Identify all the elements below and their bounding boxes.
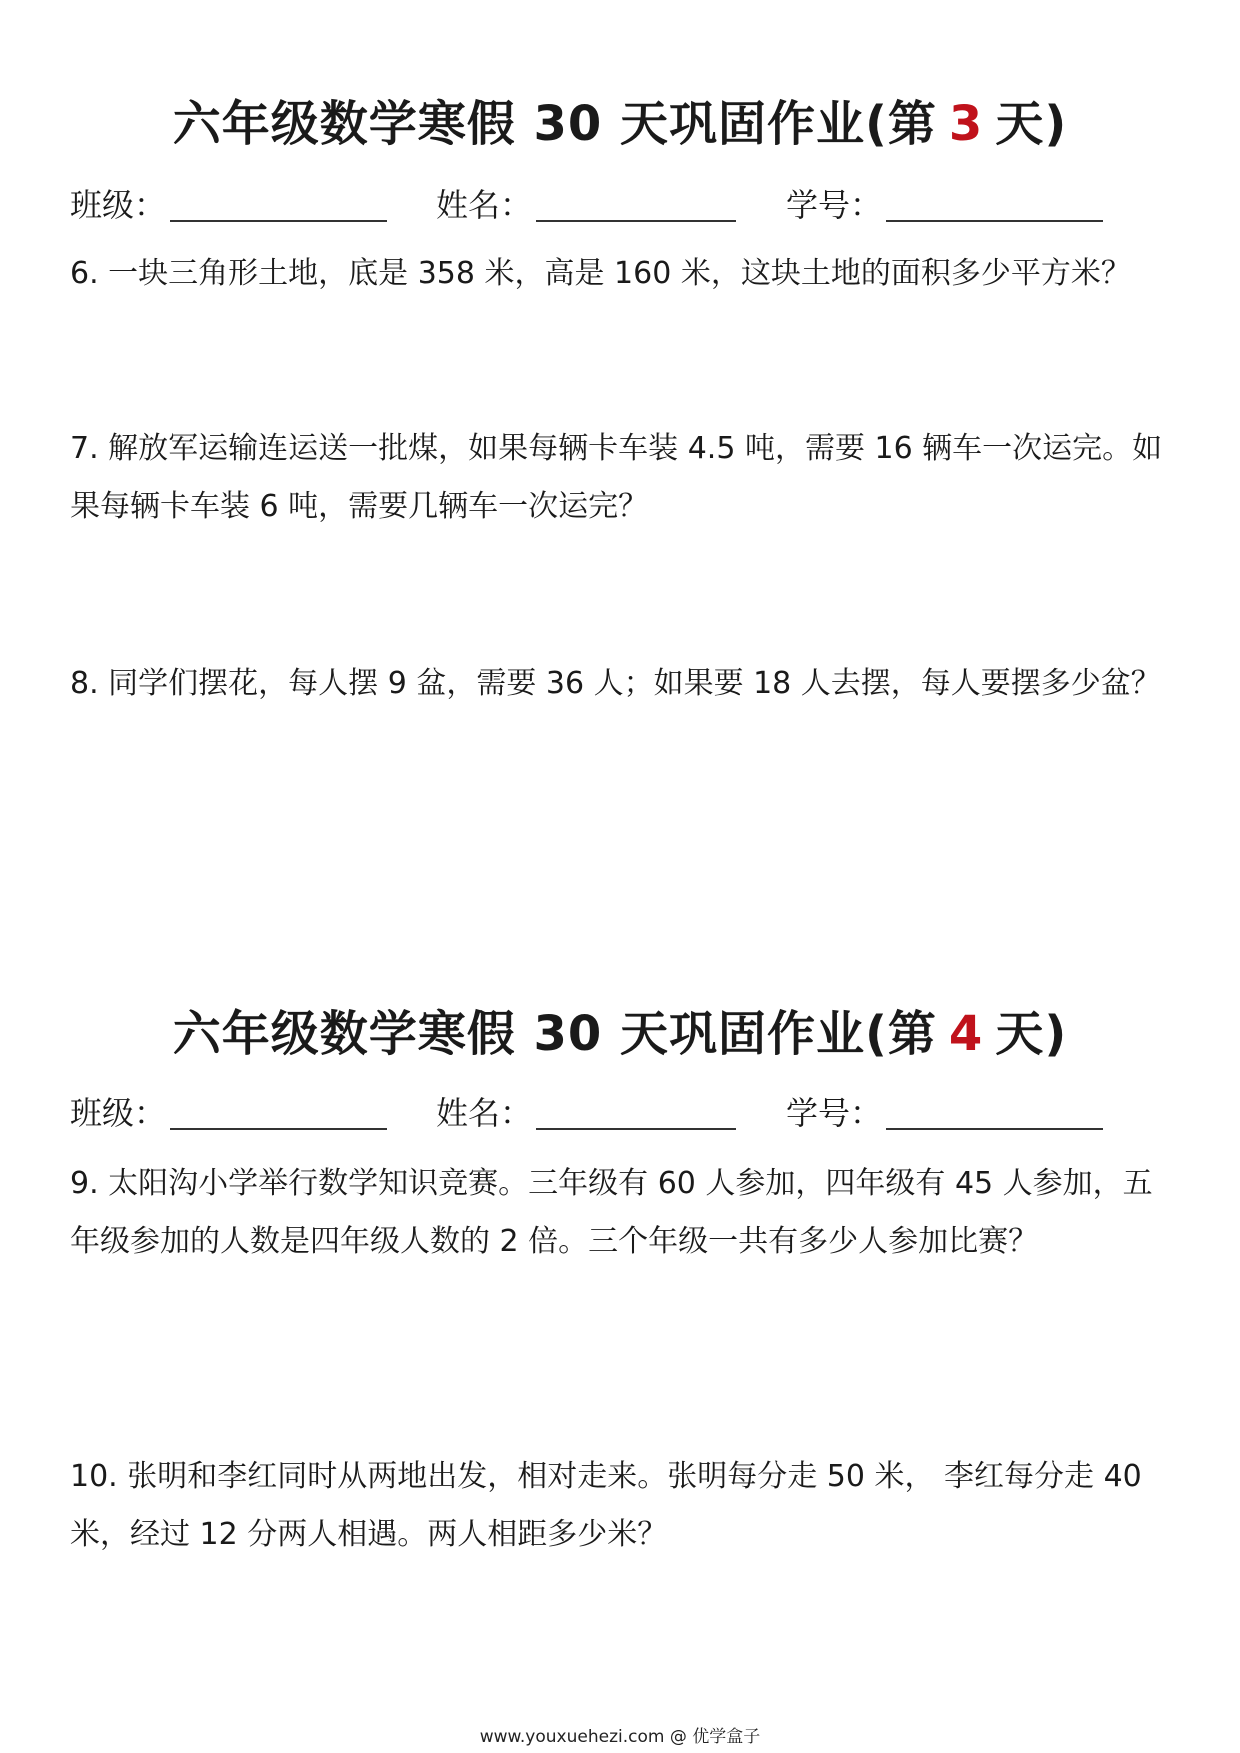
student-info-row	[70, 180, 1170, 230]
title-suffix: 天)	[995, 96, 1068, 152]
question-9: 9. 太阳沟小学举行数学知识竞赛。三年级有 60 人参加，四年级有 45 人参加，五年级参加的人数是四年级人数的 2 倍。三个年级一共有多少人参加比赛？	[70, 1166, 1153, 1259]
day-number: 4	[948, 1006, 984, 1062]
class-blank-line[interactable]	[170, 1128, 387, 1130]
class-label: 班级：	[70, 1094, 167, 1132]
class-label: 班级：	[70, 186, 167, 224]
number-blank-line[interactable]	[886, 220, 1103, 222]
number-label: 学号：	[786, 1094, 883, 1132]
section-title-day-4	[0, 995, 1240, 1064]
class-blank-line[interactable]	[170, 220, 387, 222]
student-info-row	[70, 1088, 1170, 1138]
footer-watermark: www.youxuehezi.com @ 优学盒子	[479, 1727, 761, 1747]
title-prefix: 六年级数学寒假 30 天巩固作业(第	[172, 1006, 937, 1062]
title-prefix: 六年级数学寒假 30 天巩固作业(第	[172, 96, 937, 152]
question-7: 7. 解放军运输连运送一批煤，如果每辆卡车装 4.5 吨，需要 16 辆车一次运完。如果每辆卡车装 6 吨，需要几辆车一次运完？	[70, 431, 1163, 524]
name-blank-line[interactable]	[536, 220, 736, 222]
title-suffix: 天)	[995, 1006, 1068, 1062]
question-10: 10. 张明和李红同时从两地出发，相对走来。张明每分走 50 米， 李红每分走 40 米，经过 12 分两人相遇。两人相距多少米？	[70, 1459, 1142, 1552]
question-6: 6. 一块三角形土地，底是 358 米，高是 160 米，这块土地的面积多少平方米？	[70, 256, 1131, 291]
name-label: 姓名：	[436, 1094, 533, 1132]
day-number: 3	[948, 96, 984, 152]
number-blank-line[interactable]	[886, 1128, 1103, 1130]
name-label: 姓名：	[436, 186, 533, 224]
number-label: 学号：	[786, 186, 883, 224]
section-title-day-3	[0, 85, 1240, 154]
question-8: 8. 同学们摆花，每人摆 9 盆，需要 36 人；如果要 18 人去摆，每人要摆多少盆？	[70, 666, 1161, 701]
name-blank-line[interactable]	[536, 1128, 736, 1130]
